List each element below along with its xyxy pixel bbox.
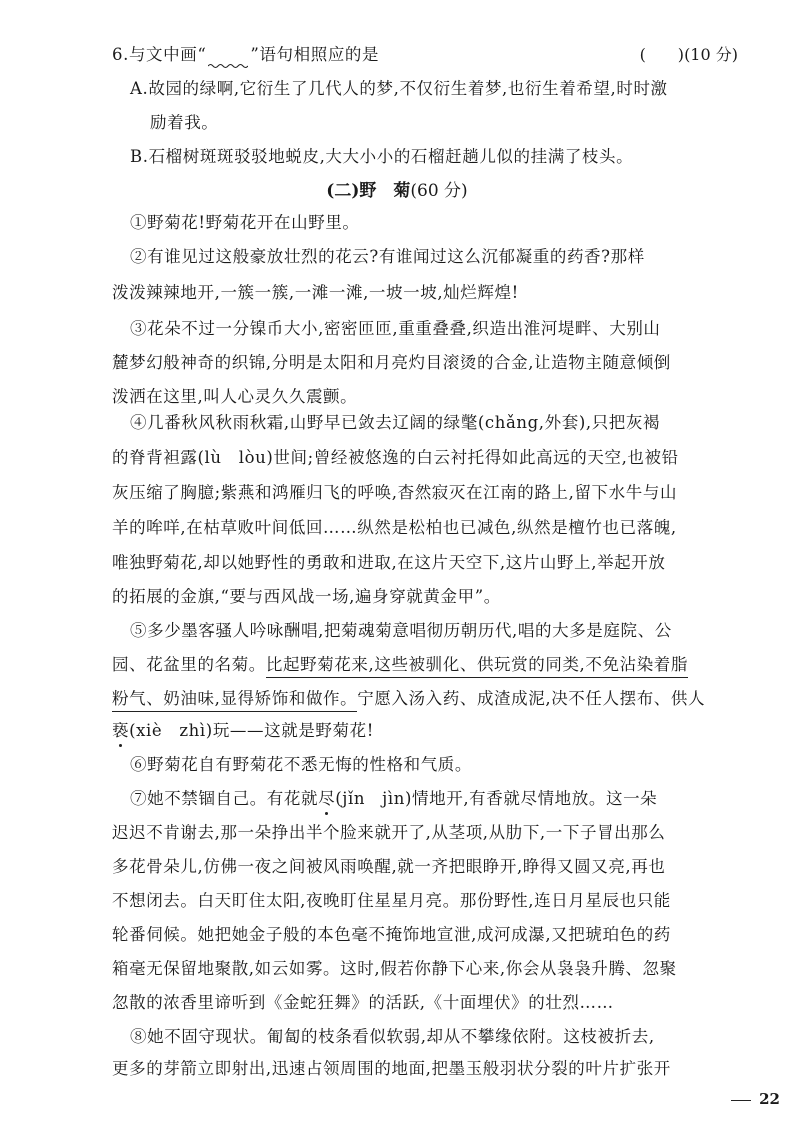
paragraph-5-line: ⑤多少墨客骚人吟咏酬唱,把菊魂菊意唱彻历朝历代,唱的大多是庭院、公 (130, 621, 672, 640)
section-title-text: (二)野 菊 (326, 181, 411, 201)
paragraph-7-text: ⑦她不禁锢自己。有花就 (130, 789, 319, 808)
paragraph-7-line: 轮番伺候。她把她金子般的本色毫不掩饰地宣泄,成河成瀑,又把琥珀色的药 (112, 925, 671, 944)
paragraph-4-line: 唯独野菊花,却以她野性的勇敢和进取,在这片天空下,这片山野上,举起开放 (112, 553, 666, 572)
paragraph-7-line: 多花骨朵儿,仿佛一夜之间被风雨唤醒,就一齐把眼睁开,睁得又圆又亮,再也 (112, 857, 666, 876)
paragraph-7-line: 箱毫无保留地聚散,如云如雾。这时,假若你静下心来,你会从袅袅升腾、忽聚 (112, 959, 677, 978)
paragraph-4-line: 的拓展的金旗,“要与西风战一场,遍身穿就黄金甲”。 (112, 587, 501, 606)
paragraph-5-line (112, 720, 374, 742)
paragraph-4-line: 灰压缩了胸臆;紫燕和鸿雁归飞的呼唤,杳然寂灭在江南的路上,留下水牛与山 (112, 483, 678, 502)
paragraph-2-line: ②有谁见过这般豪放壮烈的花云?有谁闻过这么沉郁凝重的药香?那样 (130, 247, 645, 266)
emphasis-dotted-char: 亵 (112, 721, 130, 740)
page-footer (731, 1090, 780, 1108)
paragraph-4-line: ④几番秋风秋雨秋霜,山野早已敛去辽阔的绿氅(chǎng,外套),只把灰褐 (130, 413, 661, 432)
paragraph-3-line: ③花朵不过一分镍币大小,密密匝匝,重重叠叠,织造出淮河堤畔、大别山 (130, 319, 661, 338)
question-suffix: ”语句相照应的是 (250, 45, 380, 64)
emphasis-dotted-char: 尽 (318, 789, 336, 808)
option-b: B.石榴树斑斑驳驳地蜕皮,大大小小的石榴赶趟儿似的挂满了枝头。 (130, 147, 634, 166)
answer-area (640, 44, 738, 66)
footer-rule (731, 1100, 751, 1101)
paragraph-5-text: (xiè zhì)玩——这就是野菊花! (129, 721, 374, 740)
paragraph-7-line (130, 788, 657, 810)
underlined-sentence: 粉气、奶油味,显得矫饰和做作。 (112, 689, 357, 712)
paragraph-5-line (112, 654, 688, 676)
paragraph-7-line: 不想闭去。白天盯住太阳,夜晚盯住星星月亮。那份野性,连日月星辰也只能 (112, 891, 671, 910)
paragraph-4-line: 羊的哞咩,在枯草败叶间低回……纵然是松柏也已减色,纵然是檀竹也已落魄, (112, 518, 677, 537)
paragraph-5-text: 园、花盆里的名菊。 (112, 655, 266, 674)
wavy-underline-mark (206, 44, 250, 66)
paragraph-4-line: 的脊背袒露(lù lòu)世间;曾经被悠逸的白云衬托得如此高远的天空,也被铅 (112, 448, 679, 467)
paragraph-6: ⑥野菊花自有野菊花不悉无悔的性格和气质。 (130, 755, 472, 774)
section-score: (60 分) (410, 181, 468, 201)
paragraph-2-line: 泼泼辣辣地开,一簇一簇,一滩一滩,一坡一坡,灿烂辉煌! (112, 283, 519, 302)
option-a-line-2: 励着我。 (150, 113, 219, 132)
paragraph-7-line: 迟迟不肯谢去,那一朵挣出半个脸来就开了,从茎项,从肋下,一下子冒出那么 (112, 823, 666, 842)
paragraph-7-line: 忽散的浓香里谛听到《金蛇狂舞》的活跃,《十面埋伏》的壮烈…… (112, 993, 614, 1012)
paragraph-8-line: ⑧她不固守现状。匍匐的枝条看似软弱,却从不攀缘依附。这枝被折去, (130, 1027, 655, 1046)
paragraph-7-text: (jǐn jìn)情地开,有香就尽情地放。这一朵 (335, 789, 658, 808)
section-title (0, 180, 794, 202)
paragraph-8-line: 更多的芽箭立即射出,迅速占领周围的地面,把墨玉般羽状分裂的叶片扩张开 (112, 1059, 671, 1078)
paragraph-1: ①野菊花!野菊花开在山野里。 (130, 213, 360, 232)
paragraph-3-line: 泼洒在这里,叫人心灵久久震颤。 (112, 387, 358, 406)
paragraph-5-text: 宁愿入汤入药、成渣成泥,决不任人摆布、供人 (357, 689, 706, 708)
answer-bracket: ( ) (639, 45, 685, 64)
question-6-stem (112, 44, 379, 66)
page-number: 22 (759, 1090, 780, 1108)
paragraph-3-line: 麓梦幻般神奇的织锦,分明是太阳和月亮灼目滚烫的合金,让造物主随意倾倒 (112, 353, 671, 372)
underlined-sentence: 比起野菊花来,这些被驯化、供玩赏的同类,不免沾染着脂 (266, 655, 688, 678)
paragraph-5-line (112, 688, 705, 710)
option-a-line-1: A.故园的绿啊,它衍生了几代人的梦,不仅衍生着梦,也衍生着希望,时时激 (130, 79, 668, 98)
question-score: (10 分) (684, 45, 738, 64)
question-prefix: 6.与文中画“ (112, 45, 207, 64)
